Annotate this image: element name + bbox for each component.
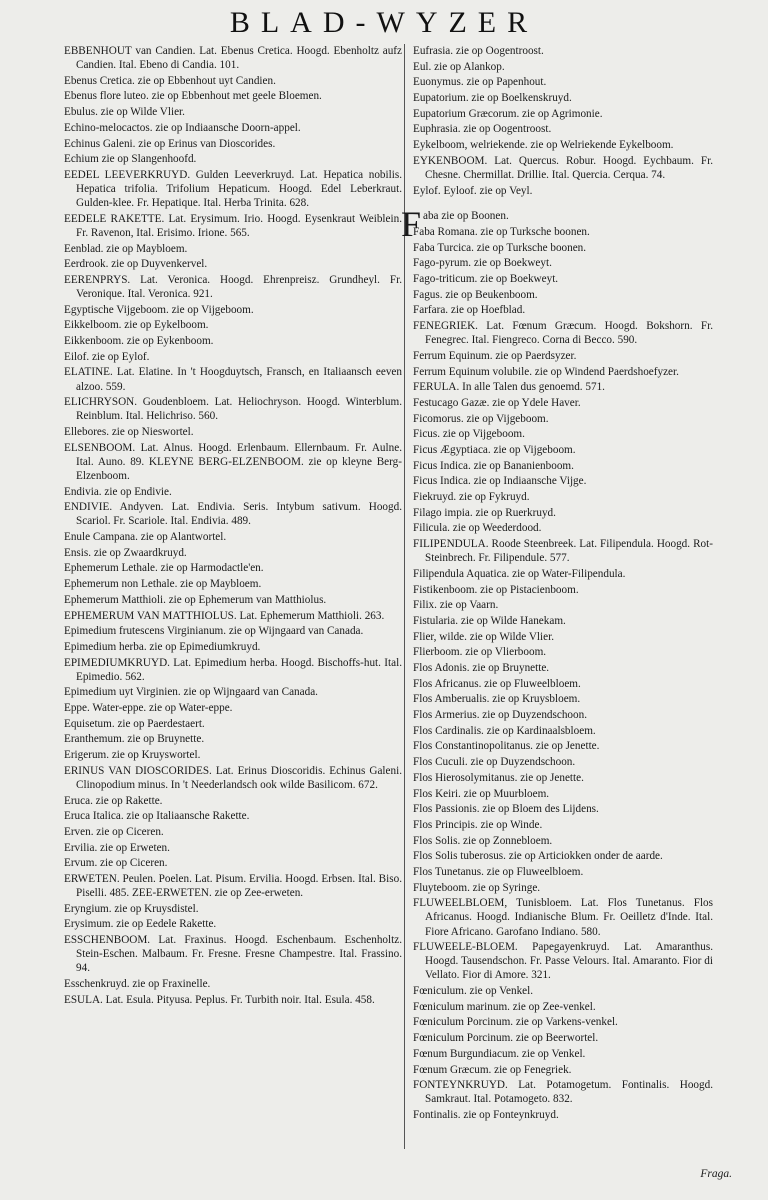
index-entry: Endivia. zie op Endivie.	[64, 485, 172, 498]
index-entry: Flos Solis. zie op Zonnebloem.	[413, 834, 553, 847]
index-entry: ENDIVIE. Andyven. Lat. Endivia. Seris. Intybum sativum. Hoogd. Scariol. Fr. Scariole. Ital. Endivia. 489.	[64, 501, 402, 528]
index-entry: Ficus Ægyptiaca. zie op Vijgeboom.	[413, 444, 576, 456]
index-entry: Ellebores. zie op Nieswortel.	[64, 426, 194, 439]
index-entry: Esschenkruyd. zie op Fraxinelle.	[64, 978, 211, 991]
index-entry: ESULA. Lat. Esula. Pityusa. Peplus. Fr. Turbith noir. Ital. Esula. 458.	[64, 993, 375, 1006]
index-entry: Euphrasia. zie op Oogentroost.	[413, 123, 552, 136]
index-entry: Filipendula Aquatica. zie op Water-Filipendula.	[413, 567, 626, 580]
dropcap-letter: F	[401, 204, 422, 245]
right-column-f-entries	[413, 225, 713, 1122]
index-entry: Ferrum Equinum volubile. zie op Windend Paerdshoefyzer.	[413, 365, 679, 378]
index-entry: Fluyteboom. zie op Syringe.	[413, 881, 541, 894]
index-entry: Ebulus. zie op Wilde Vlier.	[64, 106, 185, 119]
index-entry: Fistularia. zie op Wilde Hanekam.	[413, 614, 566, 627]
index-entry: ESSCHENBOOM. Lat. Fraxinus. Hoogd. Eschenbaum. Eschenholtz. Stein-Eschen. Malbaum. Fr. Fresne. Fresne Champestre. Ital. Frassino. 94.	[64, 934, 402, 975]
index-entry: Fiekruyd. zie op Fykruyd.	[413, 491, 530, 504]
index-entry: Eykelboom, welriekende. zie op Welriekende Eykelboom.	[413, 139, 674, 152]
index-entry: Erysimum. zie op Eedele Rakette.	[64, 918, 217, 931]
index-entry: Ebenus Cretica. zie op Ebbenhout uyt Candien.	[64, 74, 276, 87]
index-entry: Fago-triticum. zie op Boekweyt.	[413, 273, 559, 286]
index-entry: Fistikenboom. zie op Pistacienboom.	[413, 583, 579, 596]
index-entry: Echino-melocactos. zie op Indiaansche Doorn-appel.	[64, 121, 301, 134]
index-entry: Fago-pyrum. zie op Boekweyt.	[413, 257, 552, 270]
index-entry: Ervum. zie op Ciceren.	[64, 857, 168, 870]
index-entry: Ephemerum non Lethale. zie op Maybloem.	[64, 578, 262, 591]
index-entry: Fagus. zie op Beukenboom.	[413, 288, 538, 301]
index-entry: Eupatorium Græcorum. zie op Agrimonie.	[413, 107, 603, 120]
index-entry: Flos Principis. zie op Winde.	[413, 818, 543, 831]
index-entry: Erigerum. zie op Kruyswortel.	[64, 749, 201, 762]
dropcap-entry-text: aba zie op Boonen.	[423, 210, 509, 223]
index-entry: Eppe. Water-eppe. zie op Water-eppe.	[64, 702, 233, 715]
index-entry: Festucago Gazæ. zie op Ydele Haver.	[413, 396, 581, 409]
index-entry: FENEGRIEK. Lat. Fœnum Græcum. Hoogd. Bokshorn. Fr. Fenegrec. Ital. Fiengreco. Corna di Becco. 590.	[413, 320, 713, 347]
index-entry: Flos Amberualis. zie op Kruysbloem.	[413, 693, 581, 706]
index-entry: FILIPENDULA. Roode Steenbreek. Lat. Filipendula. Hoogd. Rot-Steinbrech. Fr. Filipendule. 577.	[413, 538, 713, 565]
index-entry: Fœnum Burgundiacum. zie op Venkel.	[413, 1047, 586, 1060]
index-entry: Epimedium uyt Virginien. zie op Wijngaard van Canada.	[64, 686, 318, 699]
catchword: Fraga.	[700, 1168, 732, 1180]
index-entry: ELSENBOOM. Lat. Alnus. Hoogd. Erlenbaum. Ellernbaum. Fr. Aulne. Ital. Auno. 89. KLEYNE BERG-ELZENBOOM. zie op kleyne Berg-Elzenboom.	[64, 441, 402, 482]
right-column	[401, 44, 713, 1124]
index-entry: Ficus Indica. zie op Bananienboom.	[413, 459, 574, 472]
index-entry: Echinus Galeni. zie op Erinus van Dioscorides.	[64, 137, 276, 150]
index-entry: Euonymus. zie op Papenhout.	[413, 76, 547, 89]
index-entry: FLUWEELBLOEM, Tunisbloem. Lat. Flos Tunetanus. Flos Africanus. Hoogd. Indianische Blum. Fr. Oeilletz d'Inde. Ital. Fiore Africano. Garofano Indiano. 580.	[413, 897, 713, 938]
index-entry: Farfara. zie op Hoefblad.	[413, 304, 526, 317]
page-heading: BLAD-WYZER	[229, 6, 539, 39]
index-entry: Fœniculum Porcinum. zie op Varkens-venkel.	[413, 1016, 618, 1029]
index-entry: Echium zie op Slangenhoofd.	[64, 153, 197, 166]
index-entry: Ephemerum Matthioli. zie op Ephemerum van Matthiolus.	[64, 593, 327, 606]
index-entry: Flos Cardinalis. zie op Kardinaalsbloem.	[413, 724, 596, 737]
index-entry: Equisetum. zie op Paerdestaert.	[64, 717, 205, 730]
index-entry: Eruca Italica. zie op Italiaansche Rakette.	[64, 810, 250, 823]
index-entry: ELICHRYSON. Goudenbloem. Lat. Heliochryson. Hoogd. Winterblum. Reinblum. Ital. Helichriso. 560.	[64, 396, 402, 423]
index-entry: EEDELE RAKETTE. Lat. Erysimum. Irio. Hoogd. Eysenkraut Weiblein. Fr. Ravenon, Ital. Erisimo. Irione. 565.	[64, 212, 402, 239]
index-entry: Ficomorus. zie op Vijgeboom.	[413, 412, 549, 425]
section-gap	[413, 199, 713, 209]
index-entry: Epimedium herba. zie op Epimediumkruyd.	[64, 640, 261, 653]
index-entry: Egyptische Vijgeboom. zie op Vijgeboom.	[64, 303, 254, 316]
index-entry: EYKENBOOM. Lat. Quercus. Robur. Hoogd. Eychbaum. Fr. Chesne. Chermillat. Drillie. Ital. Quercia. Cerqua. 74.	[413, 154, 713, 181]
index-entry: Ebenus flore luteo. zie op Ebbenhout met geele Bloemen.	[64, 90, 322, 103]
right-column-e-entries	[413, 44, 713, 198]
index-entry: Flos Armerius. zie op Duyzendschoon.	[413, 709, 588, 722]
index-entry: Ficus Indica. zie op Indiaansche Vijge.	[413, 475, 587, 488]
index-entry: Ferrum Equinum. zie op Paerdsyzer.	[413, 349, 577, 362]
index-entry: ERINUS VAN DIOSCORIDES. Lat. Erinus Dioscoridis. Echinus Galeni. Clinopodium minus. In 't Neederlandsch ook wilde Basilicom. 672.	[64, 764, 402, 791]
index-entry: Ficus. zie op Vijgeboom.	[413, 428, 525, 441]
index-entry: FONTEYNKRUYD. Lat. Potamogetum. Fontinalis. Hoogd. Samkraut. Ital. Potamogeto. 832.	[413, 1079, 713, 1106]
index-entry: Eranthemum. zie op Bruynette.	[64, 733, 205, 746]
index-entry: Fœniculum. zie op Venkel.	[413, 985, 534, 998]
index-entry: Flos Passionis. zie op Bloem des Lijdens.	[413, 803, 599, 816]
index-entry: Epimedium frutescens Virginianum. zie op Wijngaard van Canada.	[64, 625, 364, 638]
index-entry: Filicula. zie op Weederdood.	[413, 522, 542, 535]
index-entry: Eul. zie op Alankop.	[413, 60, 505, 73]
index-entry: Eerdrook. zie op Duyvenkervel.	[64, 258, 208, 271]
index-entry: Flos Tunetanus. zie op Fluweelbloem.	[413, 865, 584, 878]
index-entry: ERWETEN. Peulen. Poelen. Lat. Pisum. Ervilia. Hoogd. Erbsen. Ital. Biso. Piselli. 485. ZEE-ERWETEN. zie op Zee-erweten.	[64, 873, 402, 900]
index-entry: Fœniculum marinum. zie op Zee-venkel.	[413, 1000, 596, 1013]
index-entry: Ervilia. zie op Erweten.	[64, 841, 170, 854]
index-entry: Eikkenboom. zie op Eykenboom.	[64, 335, 214, 348]
index-entry: EBBENHOUT van Candien. Lat. Ebenus Cretica. Hoogd. Ebenholtz aufz Candien. Ital. Ebeno di Candia. 101.	[64, 45, 402, 72]
index-entry: EEDEL LEEVERKRUYD. Gulden Leeverkruyd. Lat. Hepatica nobilis. Hepatica trifolia. Trifolium Hepaticum. Hoogd. Edel Leberkraut. Gulden-klee. Fr. Hepatique. Ital. Herba Trinita. 628.	[64, 168, 402, 210]
index-entry: Eufrasia. zie op Oogentroost.	[413, 45, 544, 57]
index-entry: Eilof. zie op Eylof.	[64, 350, 150, 363]
index-entry: Filago impia. zie op Ruerkruyd.	[413, 506, 556, 519]
index-entry: Ensis. zie op Zwaardkruyd.	[64, 546, 187, 559]
index-entry: Eruca. zie op Rakette.	[64, 794, 163, 807]
index-entry: Faba Turcica. zie op Turksche boonen.	[413, 241, 587, 254]
index-entry: Ephemerum Lethale. zie op Harmodactle'en.	[64, 562, 264, 575]
index-entry: Flos Solis tuberosus. zie op Articiokken onder de aarde.	[413, 850, 663, 863]
index-entry: Flier, wilde. zie op Wilde Vlier.	[413, 630, 554, 643]
index-entry: Flos Constantinopolitanus. zie op Jenette.	[413, 740, 600, 753]
index-entry: Eylof. Eyloof. zie op Veyl.	[413, 184, 533, 197]
index-entry: Fœniculum Porcinum. zie op Beerwortel.	[413, 1032, 599, 1045]
index-entry: Eenblad. zie op Maybloem.	[64, 242, 188, 255]
index-entry: Flos Hierosolymitanus. zie op Jenette.	[413, 771, 584, 784]
index-entry: Flos Africanus. zie op Fluweelbloem.	[413, 677, 581, 690]
index-entry: Eryngium. zie op Kruysdistel.	[64, 902, 199, 915]
index-entry: Flos Adonis. zie op Bruynette.	[413, 662, 550, 675]
index-entry: Eikkelboom. zie op Eykelboom.	[64, 319, 209, 332]
index-entry: Fontinalis. zie op Fonteynkruyd.	[413, 1109, 559, 1121]
index-entry: EPHEMERUM VAN MATTHIOLUS. Lat. Ephemerum Matthioli. 263.	[64, 609, 385, 622]
index-entry: Flierboom. zie op Vlierboom.	[413, 646, 547, 659]
index-entry: Erven. zie op Ciceren.	[64, 825, 164, 838]
index-entry: Enule Campana. zie op Alantwortel.	[64, 531, 227, 544]
index-entry: EERENPRYS. Lat. Veronica. Hoogd. Ehrenpreisz. Grundheyl. Fr. Veronique. Ital. Veronica. 921.	[64, 273, 402, 301]
index-entry: Faba Romana. zie op Turksche boonen.	[413, 225, 590, 238]
index-entry: Filix. zie op Vaarn.	[413, 599, 499, 612]
index-entry: Fœnum Græcum. zie op Fenegriek.	[413, 1063, 572, 1076]
index-entry: FERULA. In alle Talen dus genoemd. 571.	[413, 381, 605, 394]
left-column	[64, 44, 402, 1008]
index-entry: ELATINE. Lat. Elatine. In 't Hoogduytsch, Fransch, en Italiaansch eeven alzoo. 559.	[64, 366, 402, 393]
index-entry: EPIMEDIUMKRUYD. Lat. Epimedium herba. Hoogd. Bischoffs-hut. Ital. Epimedio. 562.	[64, 656, 402, 683]
index-entry: Eupatorium. zie op Boelkenskruyd.	[413, 92, 572, 105]
index-entry: Flos Cuculi. zie op Duyzendschoon.	[413, 756, 576, 769]
index-entry: Flos Keiri. zie op Muurbloem.	[413, 787, 550, 800]
index-entry: FLUWEELE-BLOEM. Papegayenkruyd. Lat. Amaranthus. Hoogd. Tausendschon. Fr. Passe Velours. Ital. Amaranto. Fior di Vellato. Fior di Amore. 321.	[413, 941, 713, 982]
